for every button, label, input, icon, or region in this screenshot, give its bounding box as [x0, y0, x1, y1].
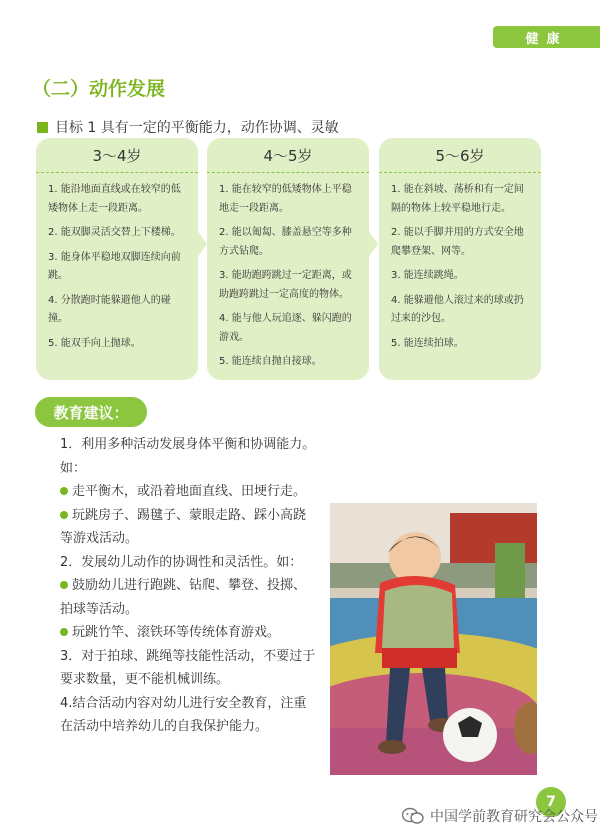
- list-item: 2. 能以匍匐、膝盖悬空等多种方式钻爬。: [219, 227, 352, 257]
- list-item: 3. 能身体平稳地双脚连续向前跳。: [48, 251, 181, 281]
- chapter-tab: 健康: [493, 26, 600, 48]
- list-item: 1. 能在较窄的低矮物体上平稳地走一段距离。: [219, 184, 352, 214]
- bullet-icon: [60, 511, 68, 519]
- list-item: 5. 能连续拍球。: [391, 337, 464, 349]
- suggestions-body: [36, 433, 318, 739]
- age-column-4-5: [207, 138, 369, 380]
- list-item: 5. 能连续自抛自接球。: [219, 356, 322, 367]
- suggestion-paragraph: 2．发展幼儿动作的协调性和灵活性。如：: [60, 554, 303, 570]
- goal-square-icon: [37, 122, 48, 133]
- list-item: 2. 能双脚灵活交替上下楼梯。: [48, 227, 181, 238]
- arrow-right-icon: [368, 230, 378, 258]
- list-item: 1. 能在斜坡、荡桥和有一定间隔的物体上较平稳地行走。: [391, 184, 524, 214]
- wechat-icon: [402, 807, 424, 825]
- arrow-right-icon: [197, 230, 207, 258]
- list-item: 2. 能以手脚并用的方式安全地爬攀登架、网等。: [391, 227, 524, 257]
- list-item: 4. 能躲避他人滚过来的球或扔过来的沙包。: [391, 294, 524, 324]
- goal-heading: [37, 117, 339, 137]
- child-playing-ball-photo: [330, 503, 537, 775]
- goal-label: 目标 1 具有一定的平衡能力，动作协调、灵敏: [55, 120, 339, 136]
- bullet-text: 走平衡木，或沿着地面直线、田埂行走。: [72, 484, 307, 499]
- bullet-text: 鼓励幼儿进行跑跳、钻爬、攀登、投掷、拍球等活动。: [60, 578, 307, 617]
- list-item: 5. 能双手向上抛球。: [48, 337, 141, 349]
- list-item: 4. 能与他人玩追逐、躲闪跑的游戏。: [219, 313, 352, 343]
- age-column-title: 3～4岁: [36, 138, 198, 173]
- age-item-list: [379, 173, 541, 353]
- age-column-5-6: [379, 138, 541, 380]
- suggestion-bullet: [36, 574, 318, 621]
- bullet-icon: [60, 487, 68, 495]
- age-item-list: [36, 173, 198, 353]
- suggestion-bullet: [36, 504, 318, 551]
- list-item: 3. 能连续跳绳。: [391, 270, 464, 281]
- suggestion-bullet: [36, 621, 318, 645]
- section-title: （二）动作发展: [32, 78, 166, 100]
- list-item: 3. 能助跑跨跳过一定距离，或助跑跨跳过一定高度的物体。: [219, 270, 352, 300]
- list-item: 4. 分散跑时能躲避他人的碰撞。: [48, 294, 171, 324]
- suggestion-paragraph: 4.结合活动内容对幼儿进行安全教育，注重在活动中培养幼儿的自我保护能力。: [60, 695, 307, 734]
- list-item: 1. 能沿地面直线或在较窄的低矮物体上走一段距离。: [48, 184, 181, 214]
- age-column-title: 4～5岁: [207, 138, 369, 173]
- education-suggestions-badge: 教育建议：: [35, 397, 147, 427]
- watermark: [402, 806, 598, 826]
- bullet-text: 玩跳竹竿、滚铁环等传统体育游戏。: [72, 625, 281, 640]
- suggestion-bullet: [36, 480, 318, 504]
- bullet-icon: [60, 581, 68, 589]
- bullet-text: 玩跳房子、踢毽子、蒙眼走路、踩小高跷等游戏活动。: [60, 507, 307, 546]
- age-column-title: 5～6岁: [379, 138, 541, 173]
- suggestion-paragraph: 1．利用多种活动发展身体平衡和协调能力。如：: [60, 437, 316, 476]
- age-item-list: [207, 173, 369, 372]
- age-column-3-4: [36, 138, 198, 380]
- suggestion-paragraph: 3．对于拍球、跳绳等技能性活动，不要过于要求数量，更不能机械训练。: [60, 648, 316, 687]
- watermark-text: 中国学前教育研究会公众号: [430, 809, 598, 825]
- page-number: 7: [536, 787, 566, 817]
- bullet-icon: [60, 628, 68, 636]
